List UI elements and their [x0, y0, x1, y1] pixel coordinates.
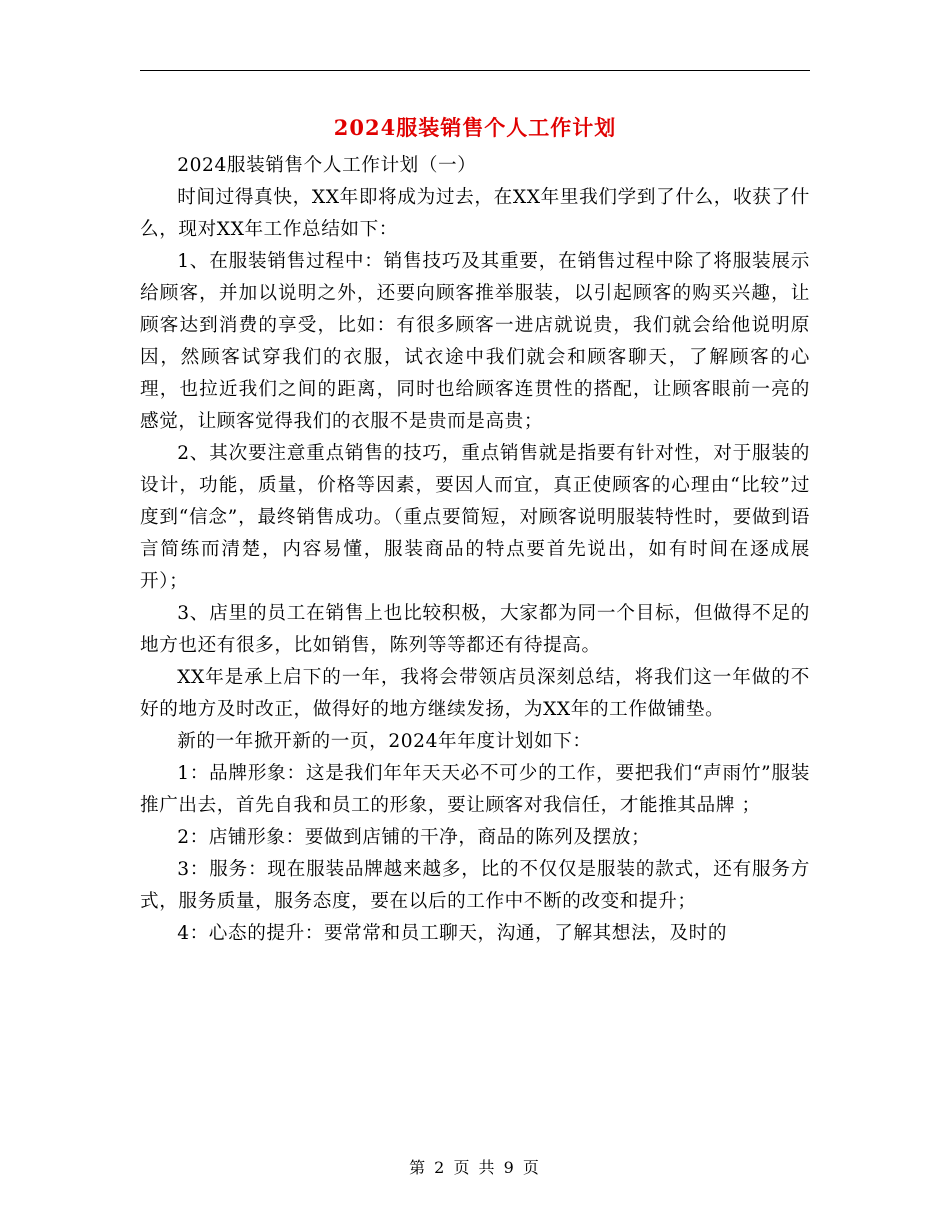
- document-body: [140, 150, 810, 950]
- transition-paragraph: XX年是承上启下的一年，我将会带领店员深刻总结，将我们这一年做的不好的地方及时改正，做得好的地方继续发扬，为XX年的工作做铺垫。: [140, 667, 810, 720]
- intro-paragraph: 时间过得真快，XX年即将成为过去，在XX年里我们学到了什么，收获了什么，现对XX年工作总结如下：: [140, 187, 810, 240]
- summary-item-1: 1、在服装销售过程中：销售技巧及其重要，在销售过程中除了将服装展示给顾客，并加以说明之外，还要向顾客推举服装，以引起顾客的购买兴趣，让顾客达到消费的享受，比如：有很多顾客一进店就说贵，我们就会给他说明原因，然顾客试穿我们的衣服，试衣途中我们就会和顾客聊天，了解顾客的心理，也拉近我们之间的距离，同时也给顾客连贯性的搭配，让顾客眼前一亮的感觉，让顾客觉得我们的衣服不是贵而是高贵；: [140, 251, 810, 432]
- document-title: 2024服装销售个人工作计划: [333, 115, 617, 140]
- plan-item-1: 1：品牌形象：这是我们年年天天必不可少的工作，要把我们“声雨竹”服装推广出去，首先自我和员工的形象，要让顾客对我信任，才能推其品牌 ；: [140, 763, 810, 816]
- plan-intro: 新的一年掀开新的一页，2024年年度计划如下：: [177, 731, 592, 752]
- section-heading: 2024服装销售个人工作计划（一）: [177, 155, 477, 176]
- plan-item-3: 3：服务：现在服装品牌越来越多，比的不仅仅是服装的款式，还有服务方式，服务质量，服务态度，要在以后的工作中不断的改变和提升；: [140, 859, 810, 912]
- page-number: 第 2 页 共 9 页: [409, 1158, 541, 1177]
- header-rule: [140, 70, 810, 71]
- plan-item-4: 4：心态的提升：要常常和员工聊天，沟通，了解其想法，及时的: [177, 923, 728, 944]
- summary-item-3: 3、店里的员工在销售上也比较积极，大家都为同一个目标，但做得不足的地方也还有很多，比如销售，陈列等等都还有待提高。: [140, 603, 810, 656]
- plan-item-2: 2：店铺形象：要做到店铺的干净，商品的陈列及摆放；: [177, 827, 651, 848]
- summary-item-2: 2、其次要注意重点销售的技巧，重点销售就是指要有针对性，对于服装的设计，功能，质量，价格等因素，要因人而宜，真正使顾客的心理由“比较”过度到“信念”，最终销售成功。（重点要简短，对顾客说明服装特性时，要做到语言简练而清楚，内容易懂，服装商品的特点要首先说出，如有时间在逐成展开）；: [140, 443, 810, 592]
